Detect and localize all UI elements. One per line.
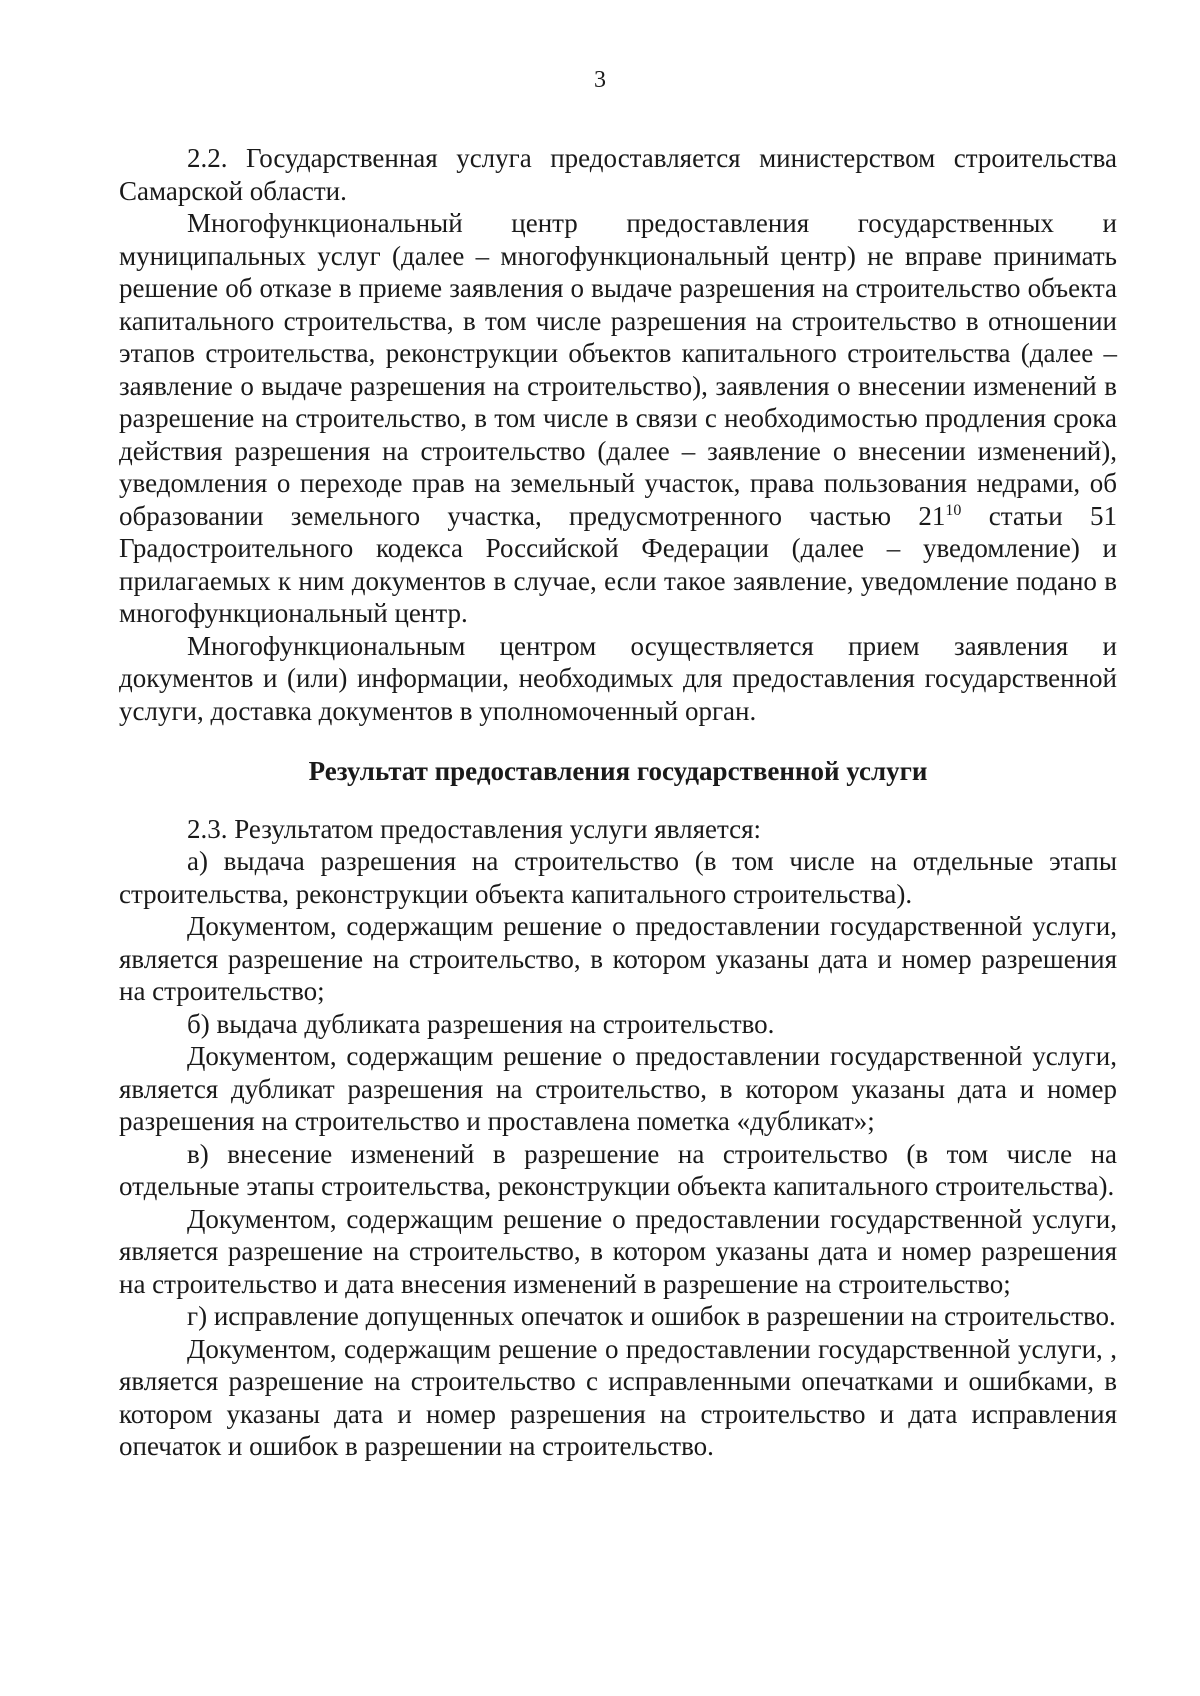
superscript-10: 10 — [945, 501, 962, 519]
list-item-g: г) исправление допущенных опечаток и ошибок в разрешении на строительство. — [187, 1301, 1116, 1331]
page-number: 3 — [594, 67, 606, 93]
paragraph-mfc-acceptance: Многофункциональным центром осуществляется прием заявления и документов и (или) информации, необходимых для предоставления государственной услуги, доставка документов в уполномоченный орган. — [119, 630, 1117, 726]
list-item-b: б) выдача дубликата разрешения на строительство. — [187, 1008, 775, 1039]
section-heading-result: Результат предоставления государственной услуги — [308, 756, 928, 786]
paragraph-mfc-restriction-text-1: Многофункциональный центр предоставления государственных и муниципальных услуг (далее – многофункциональный центр) не вправе принимать решение об отказе в приеме заявления о выдаче разрешения на строительство объекта капитального строительства, в том числе разрешения на строительство в отношении этапов строительства, реконструкции объектов капитального строительства (далее – заявление о выдаче разрешения на строительство), заявления о внесении изменений в разрешение на строительство, в том числе в связи с необходимостью продления срока действия разрешения на строительство (далее – заявление о внесении изменений), уведомления о переходе прав на земельный участок, права пользования недрами, об образовании земельного участка, предусмотренного частью 21 — [119, 208, 1117, 531]
document-note-v: Документом, содержащим решение о предоставлении государственной услуги, является разрешение на строительство, в котором указаны дата и номер разрешения на строительство и дата внесения изменений в разрешение на строительство; — [119, 1203, 1117, 1299]
list-item-v: в) внесение изменений в разрешение на строительство (в том числе на отдельные этапы строительства, реконструкции объекта капитального строительства). — [119, 1138, 1117, 1201]
paragraph-mfc-restriction — [119, 207, 1117, 630]
paragraph-2-3-intro: 2.3. Результатом предоставления услуги является: — [187, 813, 762, 844]
paragraph-mfc-restriction-text-2: статьи 51 Градостроительного кодекса Российской Федерации (далее – уведомление) и прилагаемых к ним документов в случае, если такое заявление, уведомление подано в многофункциональный центр. — [119, 500, 1117, 628]
list-item-a: а) выдача разрешения на строительство (в том числе на отдельные этапы строительства, реконструкции объекта капитального строительства). — [119, 846, 1117, 909]
paragraph-2-2: 2.2. Государственная услуга предоставляется министерством строительства Самарской области. — [119, 143, 1117, 206]
document-body — [119, 142, 1117, 1463]
document-note-a: Документом, содержащим решение о предоставлении государственной услуги, является разрешение на строительство, в котором указаны дата и номер разрешения на строительство; — [119, 911, 1117, 1006]
document-note-g: Документом, содержащим решение о предоставлении государственной услуги, , является разрешение на строительство с исправленными опечатками и ошибками, в котором указаны дата и номер разрешения на строительство и дата исправления опечаток и ошибок в разрешении на строительство. — [119, 1333, 1117, 1461]
document-note-b: Документом, содержащим решение о предоставлении государственной услуги, является дубликат разрешения на строительство, в котором указаны дата и номер разрешения на строительство и проставлена пометка «дубликат»; — [119, 1041, 1117, 1136]
